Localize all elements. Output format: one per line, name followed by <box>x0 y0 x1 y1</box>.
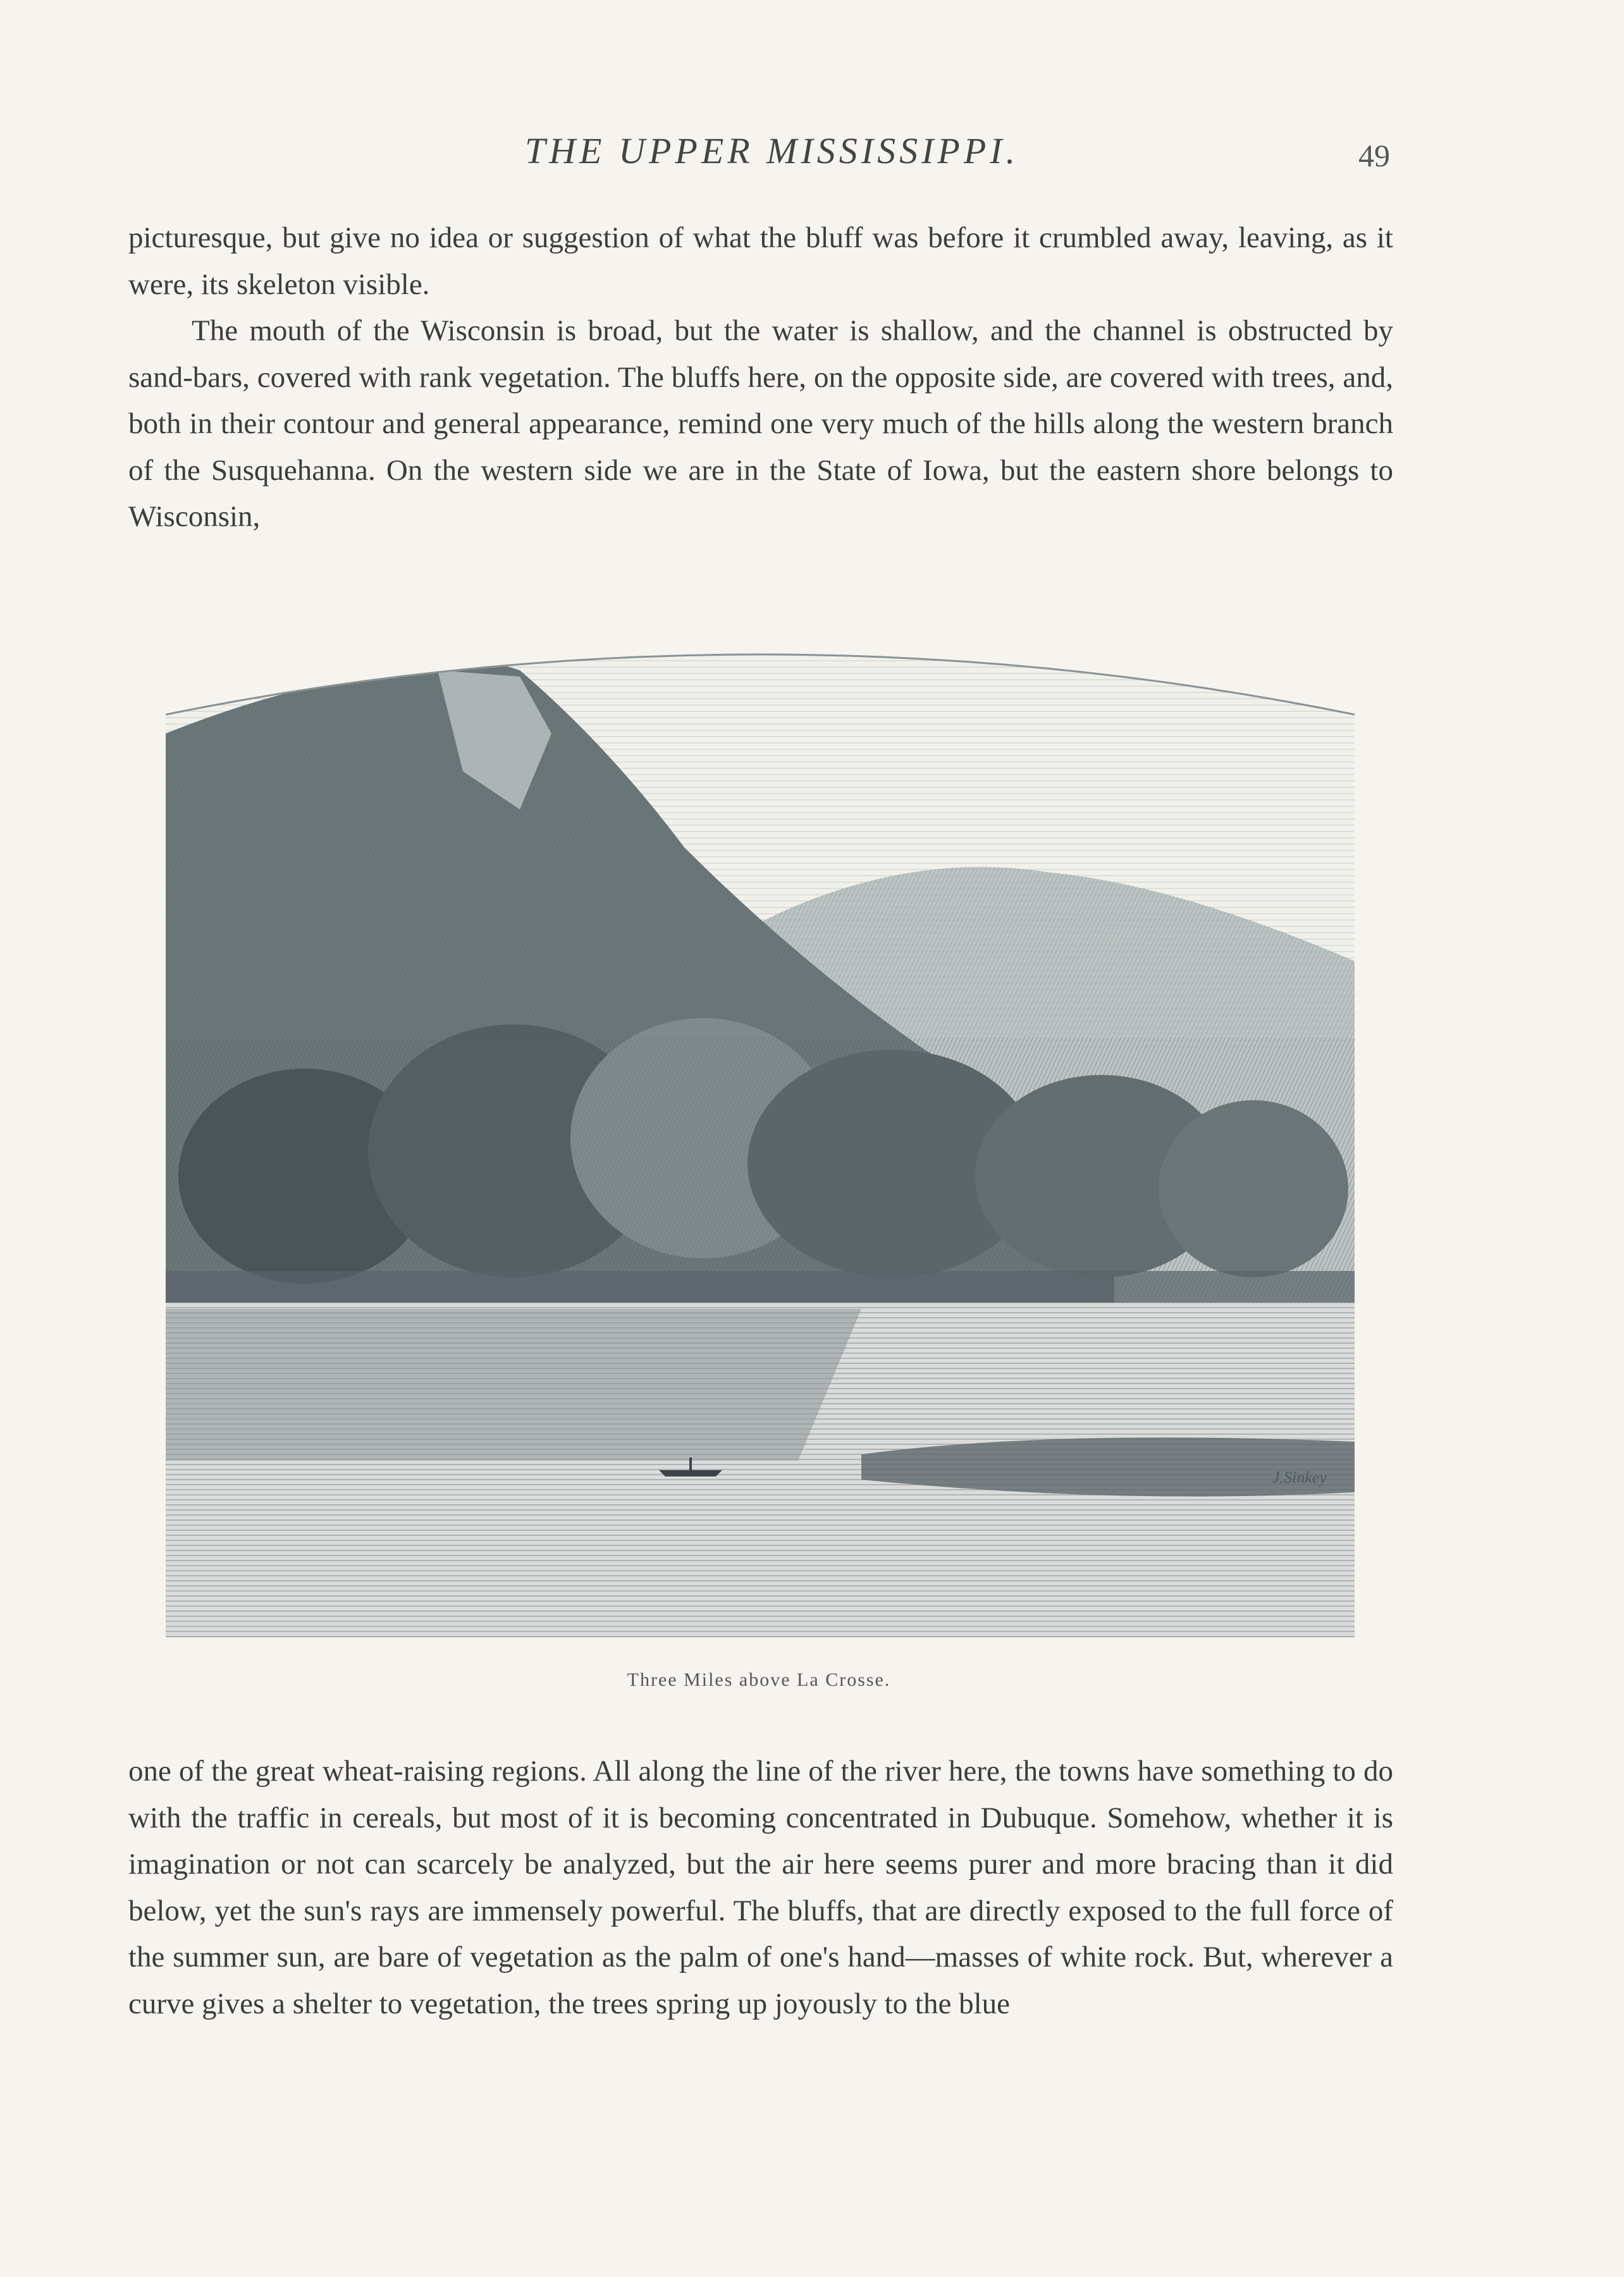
running-title: THE UPPER MISSISSIPPI. <box>525 130 1019 171</box>
reflection <box>166 1309 861 1461</box>
paragraph-wisconsin: The mouth of the Wisconsin is broad, but the water is shallow, and the channel is obstructed by sand-bars, covered with rank vegetation. The bluffs here, on the opposite side, are covered with trees, and, both in their contour and general appearance, remind one very much of the hills along the western branch of the Susquehanna. On the western side we are in the State of Iowa, but the eastern shore belongs to Wisconsin, <box>128 314 1393 533</box>
paragraph-continued: picturesque, but give no idea or suggestion of what the bluff was before it crumbled away, leaving, as it were, its skeleton visible. <box>128 221 1393 301</box>
canoe <box>659 1470 722 1476</box>
running-head <box>0 130 1624 174</box>
engraving-illustration <box>166 607 1355 1638</box>
text-block-bottom <box>128 1748 1393 2027</box>
illustration-caption: Three Miles above La Crosse. <box>627 1669 891 1690</box>
paragraph-wheat: one of the great wheat-raising regions. All along the line of the river here, the towns have something to do with the traffic in cereals, but most of it is becoming concentrated in Dubuque. Somehow, whether it is imagination or not can scarcely be analyzed, but the air here seems purer and more bracing than it did below, yet the sun's rays are immensely powerful. The bluffs, that are directly exposed to the full force of the summer sun, are bare of vegetation as the palm of one's hand—masses of white rock. But, wherever a curve gives a shelter to vegetation, the trees spring up joyously to the blue <box>128 1755 1393 2020</box>
trees-hatching <box>166 1037 1355 1303</box>
page-number: 49 <box>1358 138 1390 173</box>
engraver-signature: J.Sinkey <box>1272 1468 1327 1487</box>
engraving-svg <box>166 607 1355 1638</box>
text-block-top <box>128 215 1393 541</box>
